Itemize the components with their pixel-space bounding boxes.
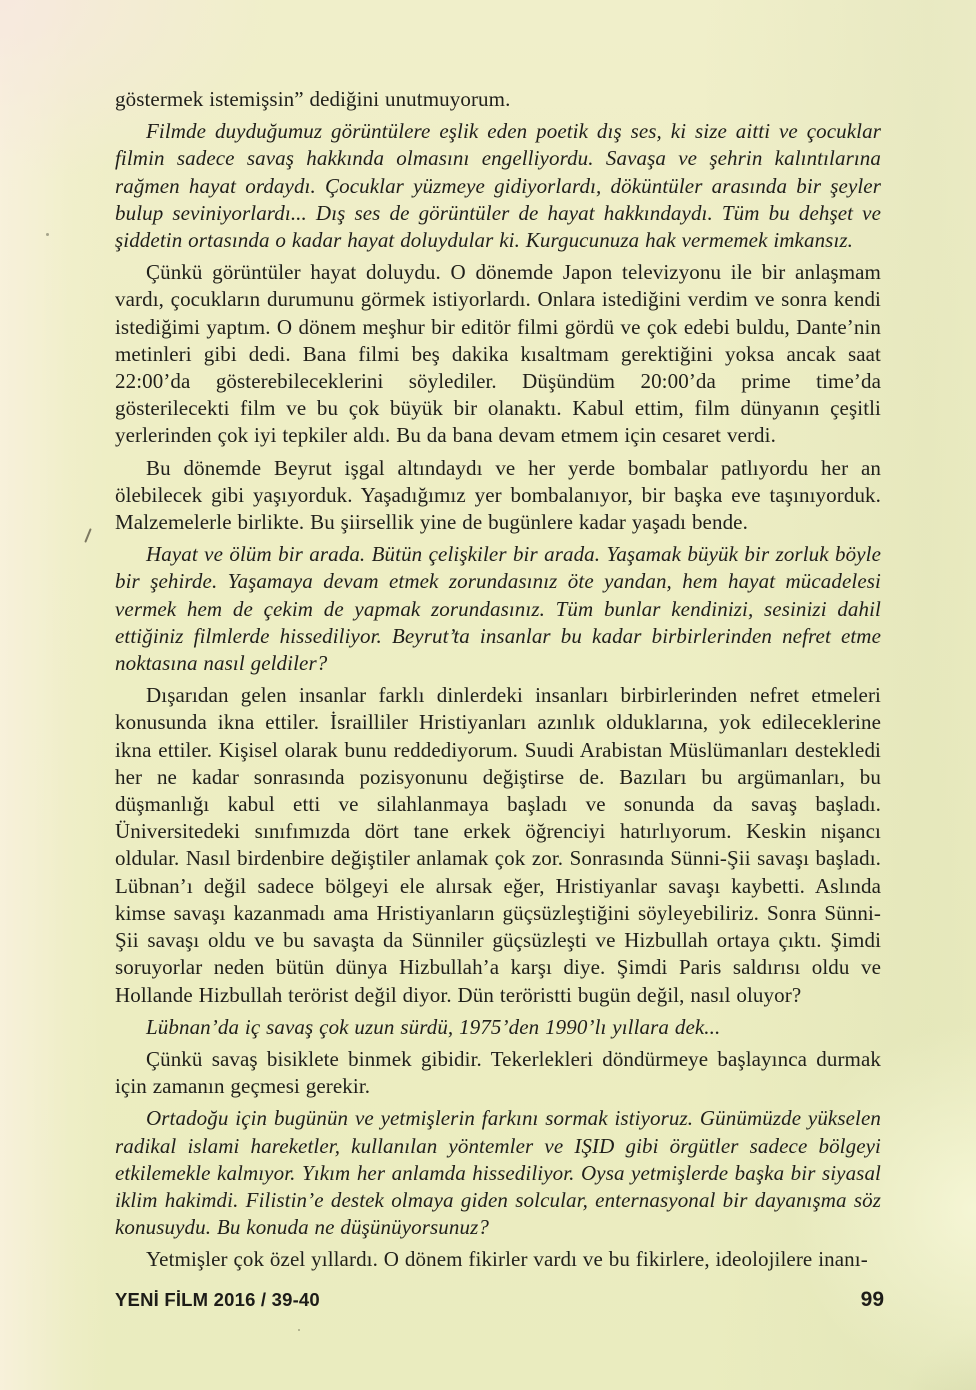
paragraph-answer: Dışarıdan gelen insanlar farklı dinlerdeki insanları birbirlerinden nefret etmeleri konusunda ikna ettiler. İsrailliler Hristiyanları azınlık olduklarına, yok edileceklerine ikna ettiler. Kişisel olarak bunu reddediyorum. Suudi Arabistan Müslümanları destekledi her ne kadar sonrasında pozisyonunu değiştirse de. Bazıları bu argümanları, bu düşmanlığı kabul etti ve silahlanmaya başladı ve sonunda da savaş başladı. Üniversitedeki sınıfımızda dört tane erkek öğrenciyi hatırlıyorum. Keskin nişancı oldular. Nasıl birdenbire değiştiler anlamak çok zor. Sonrasında Sünni-Şii savaşı başladı. Lübnan’ı değil sadece bölgeyi ele alırsak eğer, Hristiyanlar savaşı kaybetti. Aslında kimse savaşı kazanmadı ama Hristiyanların güçsüzleştiğini söyleyebiliriz. Sonra Sünni-Şii savaşı oldu ve bu savaşta da Sünniler güçsüzleşti ve Hizbullah ortaya çıktı. Şimdi soruyorlar neden bütün dünya Hizbullah’a karşı diye. Şimdi Paris saldırısı oldu ve Hollande Hizbullah terörist değil diyor. Dün teröristti bugün değil, nasıl oluyor? — [115, 683, 881, 1007]
page-number: 99 — [860, 1288, 884, 1311]
paragraph-answer: Bu dönemde Beyrut işgal altındaydı ve her yerde bombalar patlıyordu her an ölebilecek gibi yaşıyorduk. Yaşadığımız yer bombalanıyor, bir başka eve taşınıyorduk. Malzemelerle birlikte. Bu şiirsellik yine de bugünlere kadar yaşadı bende. — [115, 455, 881, 535]
scan-speck — [46, 233, 49, 236]
article-body — [115, 86, 881, 1279]
paragraph-answer: göstermek istemişsin” dediğini unutmuyorum. — [115, 87, 511, 111]
pen-mark — [84, 528, 91, 543]
paragraph-answer: Çünkü görüntüler hayat doluydu. O dönemde Japon televizyonu ile bir anlaşmam vardı, çocukların durumunu görmek istiyorlardı. Onlara istediğini verdim ve sonra kendi istediğimi yaptım. O dönem meşhur bir editör filmi gördü ve çok edebi buldu, Dante’nin metinleri gibi dedi. Bana filmi beş dakika kısaltmam gerektiğini yoksa ancak saat 22:00’da gösterebileceklerini söylediler. Düşündüm 20:00’da prime time’da gösterilecekti film ve bu çok büyük bir olanaktı. Kabul ettim, film dünyanın çeşitli yerlerinden çok iyi tepkiler aldı. Bu da bana devam etmem için cesaret verdi. — [115, 260, 881, 448]
paragraph-question: Hayat ve ölüm bir arada. Bütün çelişkiler bir arada. Yaşamak büyük bir zorluk böyle bir şehirde. Yaşamaya devam etmek zorundasınız öte yandan, hem hayat mücadelesi vermek hem de çekim de yapmak zorundasınız. Tüm bunlar kendinizi, sesinizi dahil ettiğiniz filmlerde hissediliyor. Beyrut’ta insanlar bu kadar birbirlerinden nefret etme noktasına nasıl geldiler? — [115, 542, 881, 676]
footer-journal-title: YENİ FİLM 2016 / 39-40 — [115, 1289, 320, 1310]
scan-speck — [298, 1329, 300, 1331]
paragraph-question: Lübnan’da iç savaş çok uzun sürdü, 1975’den 1990’lı yıllara dek... — [146, 1014, 721, 1039]
paragraph-question: Ortadoğu için bugünün ve yetmişlerin farkını sormak istiyoruz. Günümüzde yükselen radikal islami hareketler, kullanılan yöntemler ve IŞID gibi örgütler sadece bölgeyi etkilemekle kalmıyor. Yıkım her anlamda hissediliyor. Oysa yetmişlerde başka bir siyasal iklim hakimdi. Filistin’e destek olmaya giden solcular, enternasyonal bir dayanışma söz konusuydu. Bu konuda ne düşünüyorsunuz? — [115, 1106, 881, 1240]
paragraph-question: Filmde duyduğumuz görüntülere eşlik eden poetik dış ses, ki size aitti ve çocuklar filmin sadece savaş hakkında olmasını engelliyordu. Savaşa ve şehrin kalıntılarına rağmen hayat ordaydı. Çocuklar yüzmeye gidiyorlardı, döküntüler arasında bir şeyler bulup seviniyorlardı... Dış ses de görüntüler de hayat hakkındaydı. Tüm bu dehşet ve şiddetin ortasında o kadar hayat doluydular ki. Kurgucunuza hak vermemek imkansız. — [115, 119, 881, 253]
page-footer — [115, 1288, 884, 1312]
paragraph-answer: Yetmişler çok özel yıllardı. O dönem fikirler vardı ve bu fikirlere, ideolojilere inanı- — [146, 1247, 868, 1272]
paragraph-answer: Çünkü savaş bisiklete binmek gibidir. Tekerlekleri döndürmeye başlayınca durmak için zamanın geçmesi gerekir. — [115, 1046, 881, 1099]
